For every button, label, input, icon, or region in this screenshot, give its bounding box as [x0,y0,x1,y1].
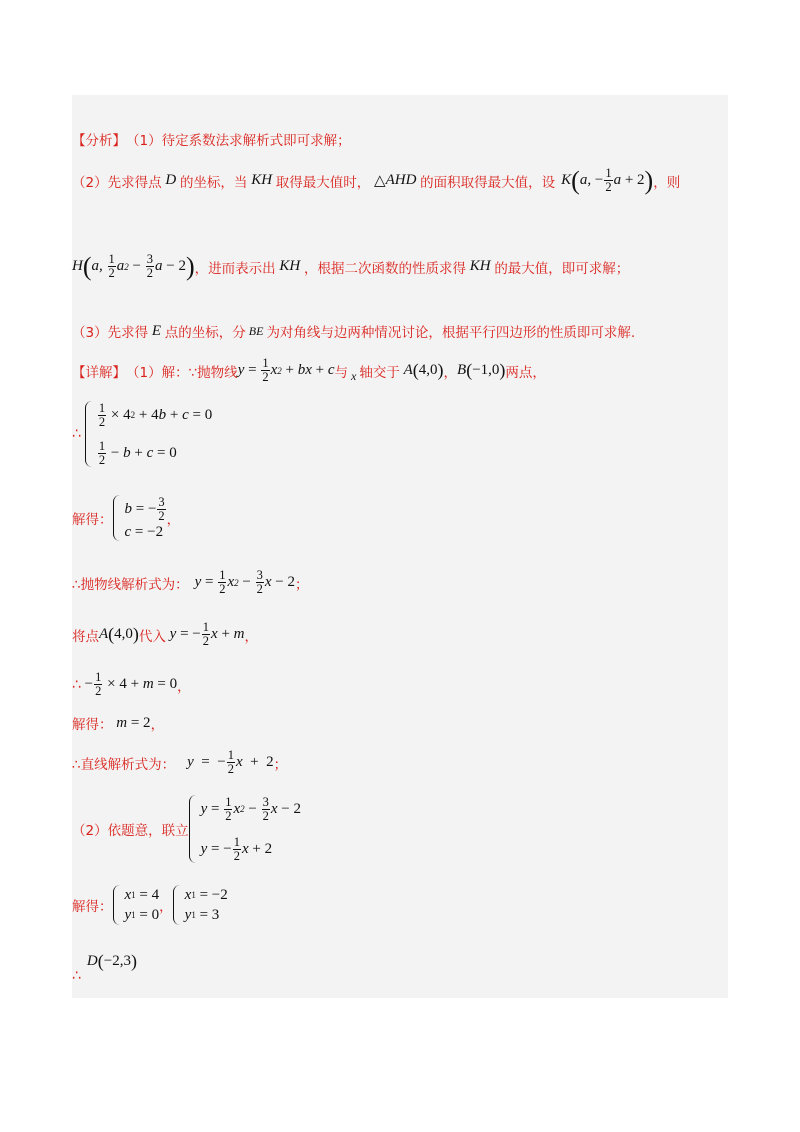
analysis-line-3 [72,253,629,280]
equation: y = − $\frac{1}{2}$ x + 2 [200,834,273,863]
text: （2）依题意，联立 [72,823,189,839]
m-equation [72,671,191,698]
text: 的最大值，即可求解； [494,260,630,277]
text: ， [244,628,258,645]
equation-system [113,885,160,925]
text: 将点 [72,628,99,645]
math-D: D [161,172,180,188]
solve-xy [72,885,228,925]
equation-system [113,495,167,541]
brace [173,885,181,925]
system-1 [72,401,212,467]
analysis-line-1 [72,129,351,149]
text: 代入 [138,628,166,645]
analysis-part1: （1）待定系数法求解析式即可求解； [126,133,351,149]
equation-system [189,795,301,863]
brace [85,401,93,467]
math-point-D: D ( −2,3 ) [86,951,137,971]
equation: y 1 = 0 [124,906,160,923]
text: ，根据二次函数的性质求得 [303,260,466,277]
equation: y = $\frac{1}{2}$ x 2 − $\frac{3}{2}$ x − 2 [200,794,302,823]
equation-system [173,885,228,925]
equation: x 1 = −2 [184,886,228,903]
math-parabola-result: y = $\frac{1}{2}$ x 2 − $\frac{3}{2}$ x − 2 [194,568,296,596]
math-point-A: A ( 4,0 ) [399,360,444,380]
parabola-expression [72,569,309,596]
math-parabola: y = $\frac{1}{2}$ x 2 + bx + c [237,356,335,384]
system-lines [97,401,212,467]
part2-system [72,795,301,863]
equation: $\frac{1}{2}$ − b + c = 0 [98,438,177,467]
brace [113,495,121,541]
text: 两点， [505,364,546,381]
text: 轴交于 [359,364,400,381]
solution-panel [72,95,728,998]
text: ， [443,364,458,381]
text: （1）解：∵抛物线 [126,364,238,381]
detail-line-1 [72,357,546,384]
text: 与 [334,364,349,381]
therefore-symbol: ∴ [72,676,81,693]
analysis-line-2 [72,167,680,194]
therefore-symbol: ∴ [72,967,81,984]
m-solution [72,713,164,733]
text: ； [295,576,309,593]
text: ，则 [653,174,681,191]
math-point-A: A ( 4,0 ) [99,624,139,644]
text: ； [273,756,288,773]
equation: − $\frac{1}{2}$ × 4 + m = 0 [84,670,178,698]
math-line: y = − $\frac{1}{2}$ x + m [165,620,245,648]
text: 解得： [72,717,113,733]
equation: c = −2 [124,523,164,540]
system-lines [201,795,301,863]
text: ∴直线解析式为： [72,756,176,773]
analysis-line-4 [72,321,635,341]
line-expression [72,749,287,776]
point-D [72,951,137,984]
brace [189,795,197,863]
text: ，进而表示出 [194,260,276,277]
system-lines [125,495,167,541]
math-KH: KH [275,258,304,274]
math-line-result: y = − $\frac{1}{2}$ x + 2 [187,748,274,776]
text: （2）先求得点 [72,174,162,191]
equation: b = − $\frac{3}{2}$ [124,494,165,523]
equation-system [85,401,212,467]
substitute-point [72,621,258,648]
math-E: E [148,322,165,339]
math-K-point: K ( a, − $\frac{1}{2}$ a + 2 ) [561,165,654,195]
equation: m = 2 [112,714,151,731]
brace [113,885,121,925]
math-KH: KH [465,258,495,274]
text: 为对角线与边两种情况讨论，根据平行四边形的性质即可求解. [266,325,636,341]
text: 解得： [72,512,113,528]
equation: y 1 = 3 [184,906,220,923]
system-lines [125,885,160,925]
math-KH: KH [247,172,276,188]
text: ， [150,717,165,733]
equation: x 1 = 4 [124,886,160,903]
text: ， [177,678,191,695]
text: ， [166,512,181,528]
text: 点的坐标，分 [164,325,246,341]
math-point-B: B ( −1,0 ) [457,360,506,380]
text: 的坐标，当 [179,174,248,191]
detail-tag: 【详解】 [72,364,126,381]
solve-bc [72,495,180,541]
text: 解得： [72,899,113,915]
equation: $\frac{1}{2}$ × 4 2 + 4 b + c = 0 [98,400,213,429]
text: ， [159,899,173,915]
analysis-tag: 【分析】 [72,133,126,149]
text: ∴抛物线解析式为： [72,576,189,593]
math-x: x [348,369,360,383]
text: 取得最大值时， [275,174,371,191]
text: （3）先求得 [72,325,149,341]
system-lines [185,885,228,925]
math-BE: BE [245,323,267,338]
text: 的面积取得最大值，设 [420,174,556,191]
therefore-symbol: ∴ [72,426,81,442]
math-H-point: H ( a, $\frac{1}{2}$ a 2 − $\frac{3}{2}$ a − 2 ) [72,251,195,281]
math-triangle-AHD: △ AHD [374,172,421,189]
